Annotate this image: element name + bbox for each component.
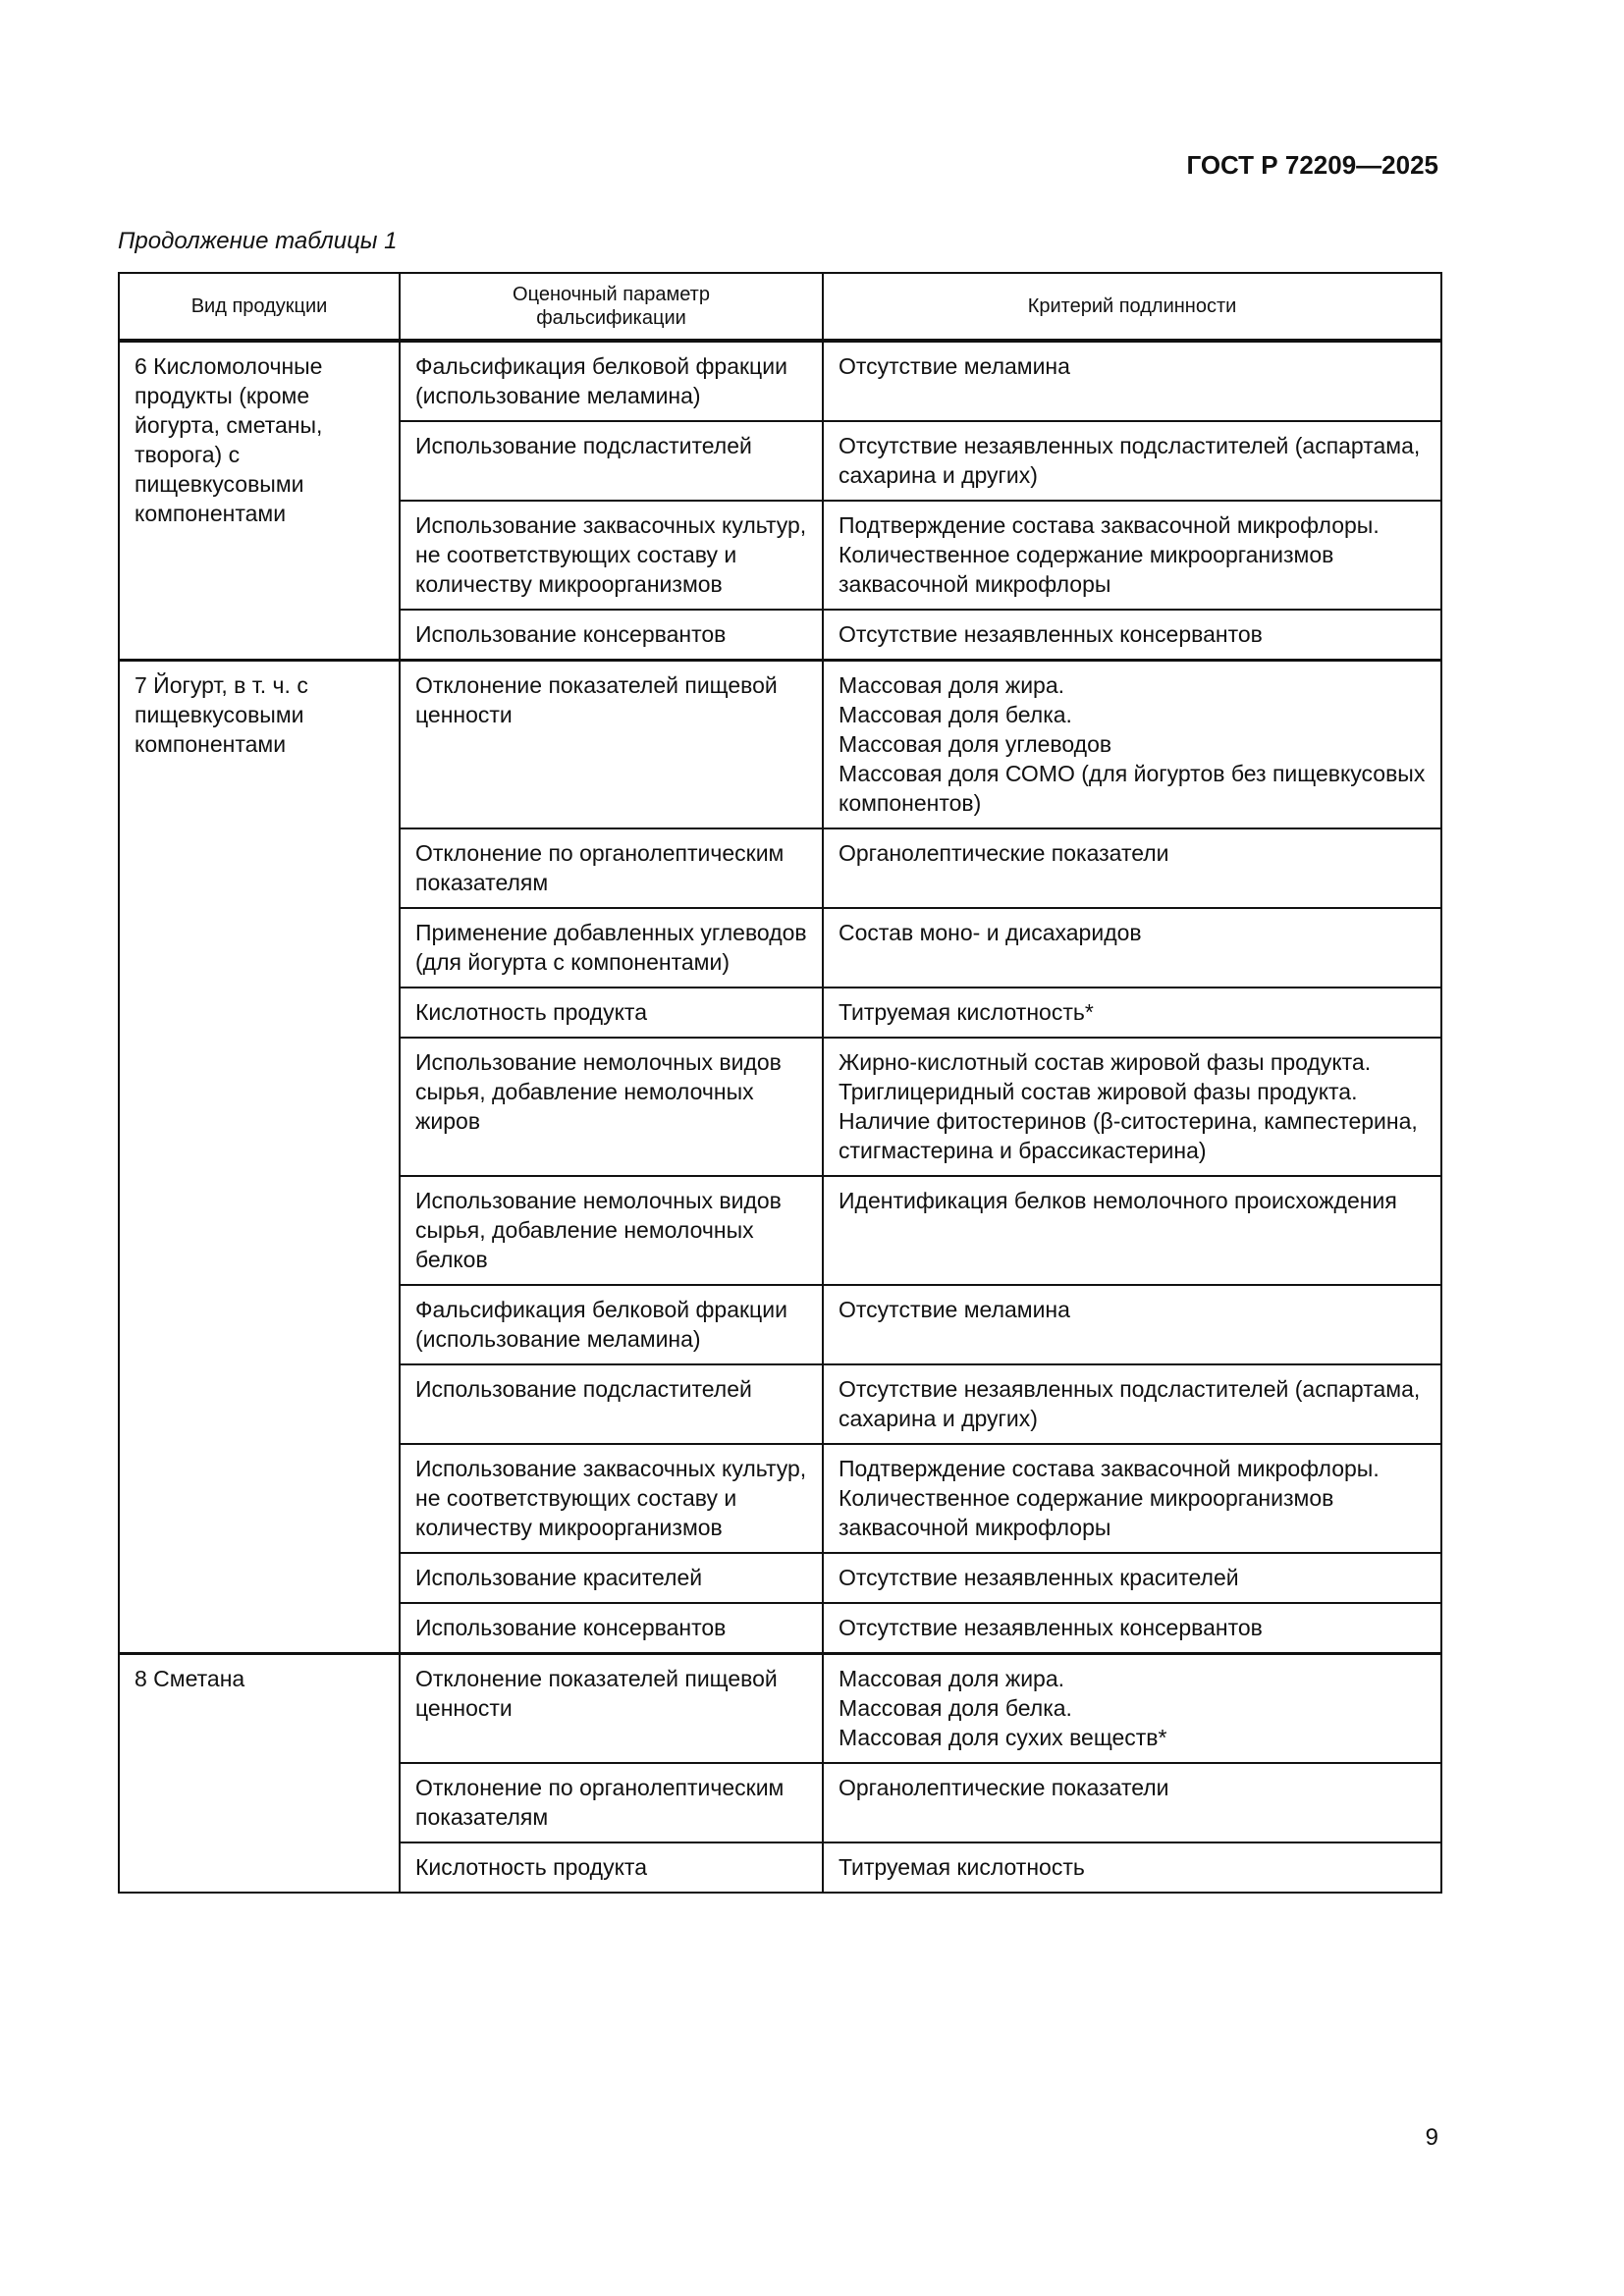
- criteria-cell: [823, 1654, 1441, 1764]
- parameter-cell: Использование консервантов: [400, 1603, 823, 1654]
- column-header-parameter: Оценочный параметр фальсификации: [400, 273, 823, 341]
- table-row: [119, 661, 1441, 829]
- criteria-cell: [823, 828, 1441, 908]
- parameter-cell: Использование заквасочных культур, не соответствующих составу и количеству микроорганизмов: [400, 1444, 823, 1553]
- criteria-line: Идентификация белков немолочного происхождения: [839, 1188, 1397, 1213]
- criteria-cell: [823, 501, 1441, 610]
- criteria-line: Титруемая кислотность: [839, 1854, 1085, 1880]
- parameter-cell: Использование красителей: [400, 1553, 823, 1603]
- criteria-line: Отсутствие незаявленных консервантов: [839, 621, 1263, 647]
- criteria-cell: [823, 1553, 1441, 1603]
- parameter-cell: Использование подсластителей: [400, 421, 823, 501]
- criteria-cell: [823, 1603, 1441, 1654]
- criteria-line: Массовая доля сухих веществ*: [839, 1725, 1167, 1750]
- parameter-cell: Использование заквасочных культур, не соответствующих составу и количеству микроорганизмов: [400, 501, 823, 610]
- page-number: 9: [1425, 2124, 1438, 2151]
- criteria-line: Отсутствие меламина: [839, 353, 1070, 379]
- criteria-cell: [823, 1842, 1441, 1893]
- parameter-cell: Отклонение по органолептическим показателям: [400, 1763, 823, 1842]
- criteria-line: Наличие фитостеринов (β-ситостерина, кампестерина, стигмастерина и брассикастерина): [839, 1108, 1418, 1163]
- parameter-cell: Применение добавленных углеводов (для йогурта с компонентами): [400, 908, 823, 988]
- criteria-line: Массовая доля белка.: [839, 702, 1072, 727]
- criteria-cell: [823, 1176, 1441, 1285]
- table-row: [119, 341, 1441, 421]
- parameter-cell: Кислотность продукта: [400, 1842, 823, 1893]
- criteria-cell: [823, 1763, 1441, 1842]
- criteria-line: Массовая доля белка.: [839, 1695, 1072, 1721]
- parameter-cell: Использование немолочных видов сырья, добавление немолочных жиров: [400, 1038, 823, 1176]
- criteria-line: Органолептические показатели: [839, 840, 1169, 866]
- criteria-line: Отсутствие меламина: [839, 1297, 1070, 1322]
- criteria-cell: [823, 1038, 1441, 1176]
- criteria-line: Подтверждение состава заквасочной микрофлоры.: [839, 512, 1380, 538]
- criteria-cell: [823, 661, 1441, 829]
- parameter-cell: Фальсификация белковой фракции (использование меламина): [400, 1285, 823, 1364]
- criteria-line: Массовая доля жира.: [839, 672, 1065, 698]
- table-body: [119, 341, 1441, 1893]
- criteria-cell: [823, 1285, 1441, 1364]
- criteria-line: Подтверждение состава заквасочной микрофлоры.: [839, 1456, 1380, 1481]
- parameter-cell: Отклонение по органолептическим показателям: [400, 828, 823, 908]
- criteria-cell: [823, 1444, 1441, 1553]
- parameter-cell: Использование немолочных видов сырья, добавление немолочных белков: [400, 1176, 823, 1285]
- product-type-cell: 8 Сметана: [119, 1654, 400, 1894]
- criteria-line: Количественное содержание микроорганизмов заквасочной микрофлоры: [839, 542, 1334, 597]
- criteria-line: Отсутствие незаявленных консервантов: [839, 1615, 1263, 1640]
- parameter-cell: Кислотность продукта: [400, 988, 823, 1038]
- criteria-line: Титруемая кислотность*: [839, 999, 1094, 1025]
- criteria-line: Жирно-кислотный состав жировой фазы продукта.: [839, 1049, 1372, 1075]
- parameter-cell: Отклонение показателей пищевой ценности: [400, 1654, 823, 1764]
- criteria-line: Органолептические показатели: [839, 1775, 1169, 1800]
- column-header-criteria: Критерий подлинности: [823, 273, 1441, 341]
- criteria-line: Состав моно- и дисахаридов: [839, 920, 1142, 945]
- table-caption: Продолжение таблицы 1: [118, 228, 398, 254]
- criteria-line: Отсутствие незаявленных красителей: [839, 1565, 1239, 1590]
- criteria-line: Количественное содержание микроорганизмов заквасочной микрофлоры: [839, 1485, 1334, 1540]
- parameter-cell: Использование консервантов: [400, 610, 823, 661]
- criteria-cell: [823, 610, 1441, 661]
- criteria-cell: [823, 341, 1441, 421]
- falsification-table: [118, 272, 1442, 1894]
- criteria-line: Триглицеридный состав жировой фазы продукта.: [839, 1079, 1358, 1104]
- document-code: ГОСТ Р 72209—2025: [1186, 150, 1438, 180]
- parameter-cell: Отклонение показателей пищевой ценности: [400, 661, 823, 829]
- criteria-line: Массовая доля жира.: [839, 1666, 1065, 1691]
- parameter-cell: Фальсификация белковой фракции (использование меламина): [400, 341, 823, 421]
- table-row: [119, 1654, 1441, 1764]
- criteria-cell: [823, 908, 1441, 988]
- product-type-cell: 7 Йогурт, в т. ч. с пищевкусовыми компонентами: [119, 661, 400, 1654]
- column-header-product: Вид продукции: [119, 273, 400, 341]
- criteria-cell: [823, 1364, 1441, 1444]
- criteria-line: Отсутствие незаявленных подсластителей (аспартама, сахарина и других): [839, 433, 1421, 488]
- criteria-cell: [823, 988, 1441, 1038]
- parameter-cell: Использование подсластителей: [400, 1364, 823, 1444]
- criteria-cell: [823, 421, 1441, 501]
- table-header-row: [119, 273, 1441, 341]
- criteria-line: Массовая доля СОМО (для йогуртов без пищевкусовых компонентов): [839, 761, 1426, 816]
- criteria-line: Массовая доля углеводов: [839, 731, 1112, 757]
- criteria-line: Отсутствие незаявленных подсластителей (аспартама, сахарина и других): [839, 1376, 1421, 1431]
- product-type-cell: 6 Кисломолочные продукты (кроме йогурта, сметаны, творога) с пищевкусовыми компонентами: [119, 341, 400, 661]
